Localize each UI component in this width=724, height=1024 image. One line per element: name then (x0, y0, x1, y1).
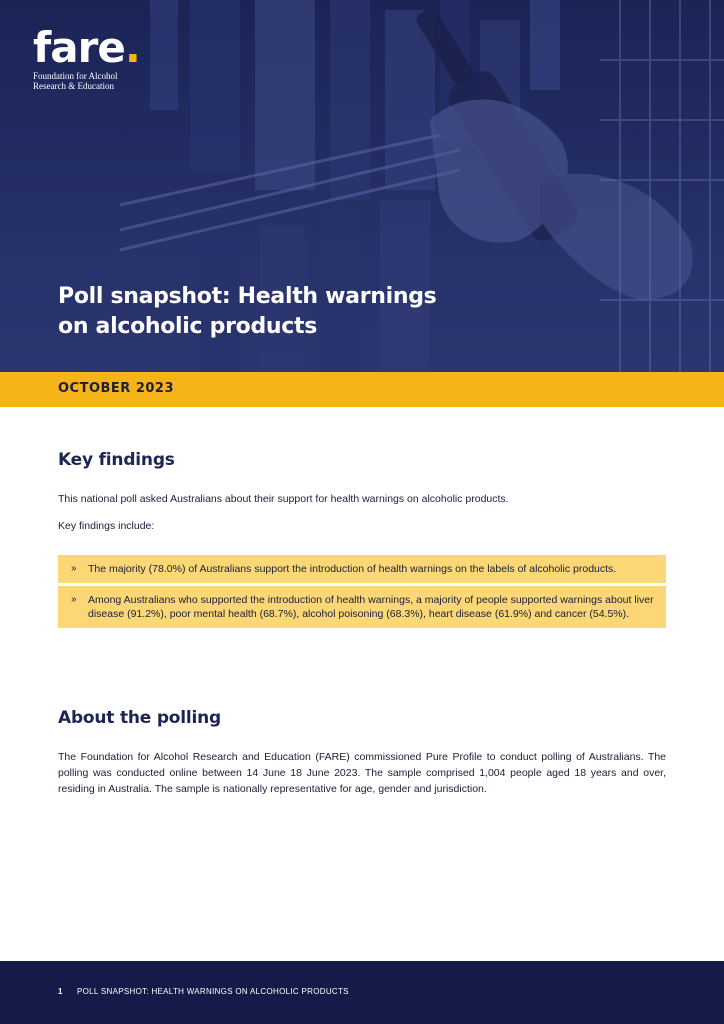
list-item (58, 555, 666, 583)
list-item (58, 586, 666, 628)
key-findings-intro: This national poll asked Australians about their support for health warnings on alcoholic products. (58, 493, 509, 505)
page-title (58, 282, 498, 342)
logo-subtitle-line1: Foundation for Alcohol (33, 71, 118, 81)
page-number: 1 (58, 987, 63, 996)
about-polling-body: The Foundation for Alcohol Research and Education (FARE) commissioned Pure Profile to conduct polling of Australians. The polling was conducted online between 14 June 18 June 2023. The sample comprised 1,004 people aged 18 years and over, residing in Australia. The sample is nationally representative for age, gender and jurisdiction. (58, 751, 666, 795)
logo-dot: . (124, 23, 140, 72)
key-findings-lead: Key findings include: (58, 520, 155, 532)
page-footer (0, 961, 724, 1024)
key-findings-heading: Key findings (58, 450, 175, 470)
finding-text: Among Australians who supported the introduction of health warnings, a majority of people supported warnings about liver disease (91.2%), poor mental health (68.7%), alcohol poisoning (68.3%), heart disease (61.9%) and cancer (54.5%). (88, 594, 654, 620)
publication-date: OCTOBER 2023 (58, 381, 175, 396)
date-band (0, 372, 724, 407)
page-title-line1: Poll snapshot: Health warnings (58, 284, 437, 309)
key-findings-list (58, 555, 666, 631)
chevron-right-icon: » (71, 594, 77, 605)
fare-logo (33, 23, 140, 91)
page-title-line2: on alcoholic products (58, 314, 318, 339)
logo-word: fare (33, 23, 125, 72)
finding-text: The majority (78.0%) of Australians support the introduction of health warnings on the labels of alcoholic products. (88, 563, 617, 575)
chevron-right-icon: » (71, 563, 77, 574)
hero-banner (0, 0, 724, 372)
about-polling-heading: About the polling (58, 708, 222, 728)
logo-subtitle-line2: Research & Education (33, 81, 114, 91)
footer-title: POLL SNAPSHOT: HEALTH WARNINGS ON ALCOHOLIC PRODUCTS (77, 987, 349, 996)
